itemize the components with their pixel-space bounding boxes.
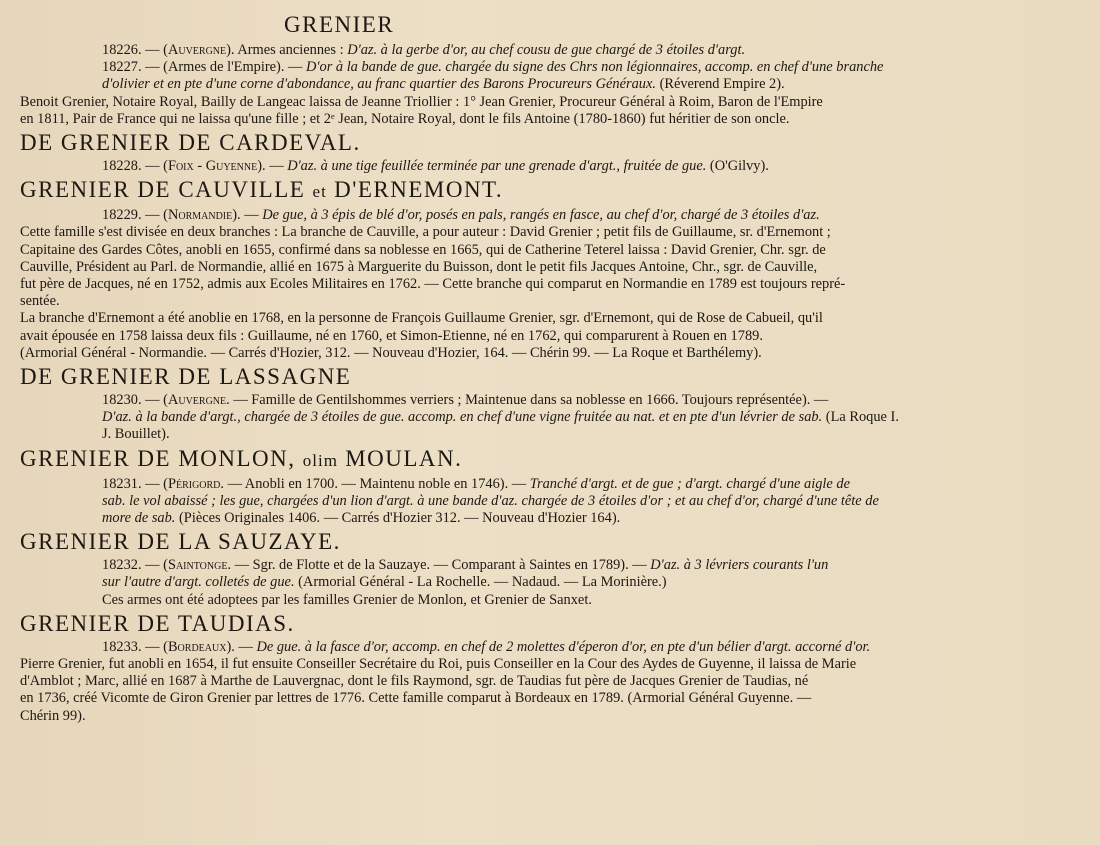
genealogy-text: Capitaine des Gardes Côtes, anobli en 1655, confirmé dans sa noblesse en 1665, qui de Catherine Teterel laissa : David Grenier, Chr. sgr. de — [20, 241, 826, 258]
section-title-cauville: GRENIER DE CAUVILLE et D'ERNEMONT. — [20, 177, 504, 203]
entry-18229: 18229. — (Normandie). — De gue, à 3 épis de blé d'or, posés en pals, rangés en fasce, au chef d'or, chargé de 3 étoiles d'az. — [102, 207, 820, 224]
genealogy-text: Pierre Grenier, fut anobli en 1654, il fut ensuite Conseiller Secrétaire du Roi, puis Conseiller en la Cour des Aydes de Guyenne, il laissa de Marie — [20, 656, 857, 673]
section-title-monlon: GRENIER DE MONLON, olim MOULAN. — [20, 445, 463, 471]
genealogy-text: en 1811, Pair de France qui ne laissa qu'une fille ; et 2ᵉ Jean, Notaire Royal, dont le fils Antoine (1780-1860) fut héritier de son oncle. — [20, 110, 790, 127]
genealogy-text: Cette famille s'est divisée en deux branches : La branche de Cauville, a pour auteur : David Grenier ; petit fils de Guillaume, sr. d'Ernemont ; — [20, 224, 831, 241]
genealogy-text: sentée. — [20, 293, 60, 310]
entry-18233: 18233. — (Bordeaux). — De gue. à la fasce d'or, accomp. en chef de 2 molettes d'éperon d'or, en pte d'un bélier d'argt. accorné d'or. — [102, 638, 871, 655]
entry-18231-cont: more de sab. (Pièces Originales 1406. — Carrés d'Hozier 312. — Nouveau d'Hozier 164). — [102, 510, 621, 527]
section-title-grenier: GRENIER — [284, 12, 395, 37]
entry-18228: 18228. — (Foix - Guyenne). — D'az. à une tige feuillée terminée par une grenade d'argt., fruitée de gue. (O'Gilvy). — [102, 158, 769, 175]
entry-18232-cont: sur l'autre d'argt. colletés de gue. (Armorial Général - La Rochelle. — Nadaud. — La Morinière.) — [102, 574, 667, 591]
entry-18231-cont: sab. le vol abaissé ; les gue, chargées d'un lion d'argt. à une bande d'az. chargée de 3 étoiles d'or ; et au chef d'or, chargé d'une tête de — [102, 492, 879, 509]
entry-18226: 18226. — (Auvergne). Armes anciennes : D'az. à la gerbe d'or, au chef cousu de gue chargé de 3 étoiles d'argt. — [102, 42, 746, 58]
entry-18232: 18232. — (Saintonge. — Sgr. de Flotte et de la Sauzaye. — Comparant à Saintes en 1789). — D'az. à 3 lévriers courants l'un — [102, 557, 829, 574]
entry-18231: 18231. — (Périgord. — Anobli en 1700. — Maintenu noble en 1746). — Tranché d'argt. et de gue ; d'argt. chargé d'une aigle de — [102, 475, 850, 492]
genealogy-text: en 1736, créé Vicomte de Giron Grenier par lettres de 1776. Cette famille comparut à Bordeaux en 1789. (Armorial Général Guyenne. — — [20, 690, 812, 707]
sources-text: (Armorial Général - Normandie. — Carrés d'Hozier, 312. — Nouveau d'Hozier, 164. — Chérin 99. — La Roque et Barthélemy). — [20, 344, 762, 361]
entry-18230-cont: J. Bouillet). — [102, 426, 170, 443]
entry-18232-note: Ces armes ont été adoptees par les familles Grenier de Monlon, et Grenier de Sanxet. — [102, 591, 592, 608]
genealogy-text: d'Amblot ; Marc, allié en 1687 à Marthe de Lauvergnac, dont le fils Raymond, sgr. de Taudias fut père de Jacques Grenier de Taudias, né — [20, 673, 809, 690]
section-title-cardeval: DE GRENIER DE CARDEVAL. — [20, 130, 361, 156]
genealogy-text: La branche d'Ernemont a été anoblie en 1768, en la personne de François Guillaume Grenier, sgr. d'Ernemont, qui de Rose de Cabueil, qu'il — [20, 310, 823, 327]
entry-18230: 18230. — (Auvergne. — Famille de Gentilshommes verriers ; Maintenue dans sa noblesse en 1666. Toujours représentée). — — [102, 392, 829, 409]
entry-18227: 18227. — (Armes de l'Empire). — D'or à la bande de gue. chargée du signe des Chrs non légionnaires, accomp. en chef d'une branche — [102, 59, 884, 76]
genealogy-text: fut père de Jacques, né en 1752, admis aux Ecoles Militaires en 1762. — Cette branche qui comparut en Normandie en 1789 est toujours repré- — [20, 276, 846, 293]
genealogy-text: avait épousée en 1758 laissa deux fils : Guillaume, né en 1760, et Simon-Etienne, né en 1762, qui comparurent à Rouen en 1789. — [20, 327, 763, 344]
section-title-lassagne: DE GRENIER DE LASSAGNE — [20, 364, 352, 390]
entry-18230-cont: D'az. à la bande d'argt., chargée de 3 étoiles de gue. accomp. en chef d'une vigne fruitée au nat. et en pte d'un lévrier de sab. (La Roque I. — [102, 409, 899, 426]
section-title-taudias: GRENIER DE TAUDIAS. — [20, 610, 295, 636]
genealogy-text: Cauville, Président au Parl. de Normandie, allié en 1675 à Marguerite du Buisson, dont le petit fils Jacques Antoine, Chr., sgr. de Cauville, — [20, 258, 818, 275]
section-title-sauzaye: GRENIER DE LA SAUZAYE. — [20, 529, 341, 555]
entry-18227-cont: d'olivier et en pte d'une corne d'abondance, au franc quartier des Barons Procureurs Généraux. (Réverend Empire 2). — [102, 76, 785, 93]
genealogy-text: Benoit Grenier, Notaire Royal, Bailly de Langeac laissa de Jeanne Triollier : 1° Jean Grenier, Procureur Général à Roim, Baron de l'Empire — [20, 93, 823, 110]
sources-text: Chérin 99). — [20, 707, 86, 724]
